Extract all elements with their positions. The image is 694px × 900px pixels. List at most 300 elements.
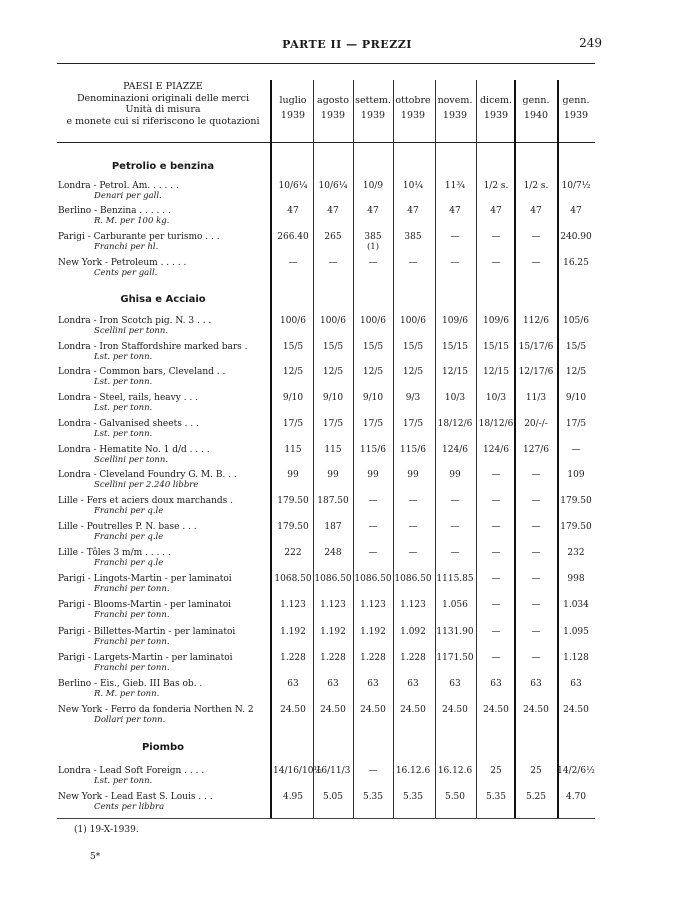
price-value: 1.123 <box>360 600 386 610</box>
price-cell <box>353 766 393 776</box>
price-cell <box>313 522 353 532</box>
stub-header <box>57 81 269 127</box>
price-value: 17/5 <box>322 419 344 429</box>
unit-of-measure: Dollari per tonn. <box>94 715 166 725</box>
price-cell <box>353 206 393 216</box>
price-cell <box>435 470 475 480</box>
price-value: 115/6 <box>360 445 386 455</box>
unit-of-measure: Cents per gall. <box>94 268 158 278</box>
commodity-name: New York - Lead East S. Louis . . . <box>58 792 213 802</box>
price-value: 47 <box>287 206 299 216</box>
price-value: 1086.50 <box>394 574 432 584</box>
price-cell <box>393 548 433 558</box>
column-month: dicem. <box>479 95 513 106</box>
price-value: 1.123 <box>320 600 346 610</box>
price-cell <box>516 470 556 480</box>
price-cell <box>313 367 353 377</box>
price-value: 10/6¼ <box>278 181 308 191</box>
column-header <box>393 93 433 123</box>
row-label <box>58 393 270 413</box>
price-value: 24.50 <box>320 705 346 715</box>
price-value: 24.50 <box>523 705 549 715</box>
price-value: 63 <box>407 679 419 689</box>
commodity-name: Londra - Galvanised sheets . . . <box>58 419 199 429</box>
price-cell <box>273 548 313 558</box>
price-value: 63 <box>570 679 582 689</box>
price-value: 17/5 <box>362 419 384 429</box>
price-cell <box>435 627 475 637</box>
price-cell <box>476 393 516 403</box>
column-month: agosto <box>317 95 349 106</box>
commodity-name: Londra - Cleveland Foundry G. M. B. . . <box>58 470 237 480</box>
price-value: — <box>450 496 460 506</box>
price-value: 240.90 <box>560 232 592 242</box>
price-cell <box>353 600 393 610</box>
price-cell <box>476 792 516 802</box>
commodity-name: Lille - Fers et aciers doux marchands . <box>58 496 233 506</box>
price-cell <box>476 445 516 455</box>
price-value: 24.50 <box>280 705 306 715</box>
price-cell <box>476 679 516 689</box>
price-value: — <box>368 258 378 268</box>
price-value: 15/5 <box>362 342 384 352</box>
price-cell <box>313 232 353 242</box>
price-cell <box>313 496 353 506</box>
price-cell <box>393 470 433 480</box>
price-cell <box>516 496 556 506</box>
row-label <box>58 419 270 439</box>
price-cell <box>476 258 516 268</box>
price-cell <box>353 232 393 252</box>
row-label <box>58 600 270 620</box>
row-label <box>58 206 270 226</box>
price-cell <box>353 705 393 715</box>
column-year: 1940 <box>523 110 549 121</box>
page-header <box>0 34 694 54</box>
price-cell <box>556 792 596 802</box>
price-value: 179.50 <box>560 496 592 506</box>
price-value: 12/5 <box>282 367 304 377</box>
price-value: 1.228 <box>280 653 306 663</box>
price-cell <box>313 574 353 584</box>
price-value: 16/11/3 <box>315 766 351 776</box>
price-value: — <box>531 574 541 584</box>
price-value: 63 <box>449 679 461 689</box>
table-row <box>0 393 694 419</box>
price-value: — <box>531 258 541 268</box>
price-cell <box>273 316 313 326</box>
commodity-name: Londra - Petrol. Am. . . . . . <box>58 181 179 191</box>
price-cell <box>476 548 516 558</box>
price-cell <box>435 679 475 689</box>
table-bottom-rule <box>57 818 595 819</box>
price-value: 10/6¼ <box>318 181 348 191</box>
price-cell <box>556 705 596 715</box>
price-cell <box>393 766 433 776</box>
unit-of-measure: Denari per gall. <box>94 191 162 201</box>
price-value: 100/6 <box>280 316 306 326</box>
price-value: 11¾ <box>444 181 466 191</box>
price-value: 179.50 <box>277 522 309 532</box>
price-cell <box>516 419 556 429</box>
price-value: 15/17/6 <box>518 342 554 352</box>
price-cell <box>476 316 516 326</box>
price-cell <box>353 181 393 191</box>
price-value: 10/9 <box>362 181 384 191</box>
unit-of-measure: R. M. per tonn. <box>94 689 160 699</box>
price-cell <box>393 792 433 802</box>
price-value: 1131.90 <box>436 627 474 637</box>
price-value: 14/2/6½ <box>557 766 595 776</box>
price-cell <box>393 627 433 637</box>
price-value: 179.50 <box>277 496 309 506</box>
column-header <box>435 93 475 123</box>
price-value: 127/6 <box>523 445 549 455</box>
price-cell <box>313 766 353 776</box>
price-cell <box>516 232 556 242</box>
price-cell <box>556 548 596 558</box>
price-cell <box>273 574 313 584</box>
price-cell <box>353 522 393 532</box>
footnote: (1) 19-X-1939. <box>74 825 139 835</box>
price-cell <box>393 393 433 403</box>
price-cell <box>393 522 433 532</box>
unit-of-measure: Scellini per tonn. <box>94 326 169 336</box>
unit-of-measure: Franchi per tonn. <box>94 663 170 673</box>
commodity-name: Londra - Iron Scotch pig. N. 3 . . . <box>58 316 212 326</box>
price-value: 24.50 <box>442 705 468 715</box>
price-value: 24.50 <box>483 705 509 715</box>
price-value: 1.095 <box>563 627 589 637</box>
stub-header-line: e monete cui si riferiscono le quotazioni <box>66 115 260 127</box>
price-value: — <box>328 258 338 268</box>
unit-of-measure: R. M. per 100 kg. <box>94 216 170 226</box>
price-cell <box>273 705 313 715</box>
price-value: 12/5 <box>565 367 587 377</box>
row-label <box>58 522 270 542</box>
price-value: 1086.50 <box>314 574 352 584</box>
price-value: 47 <box>327 206 339 216</box>
row-label <box>58 258 270 278</box>
price-value: — <box>450 232 460 242</box>
price-value: — <box>450 548 460 558</box>
price-cell <box>353 470 393 480</box>
section-title: Piombo <box>141 742 185 753</box>
price-cell <box>273 232 313 242</box>
stub-header-line: Denominazioni originali delle merci <box>76 92 250 104</box>
price-cell <box>393 653 433 663</box>
price-value: 1.228 <box>400 653 426 663</box>
column-year: 1939 <box>400 110 426 121</box>
price-cell <box>313 653 353 663</box>
column-year: 1939 <box>483 110 509 121</box>
price-cell <box>273 679 313 689</box>
column-month: ottobre <box>395 95 431 106</box>
price-value: 24.50 <box>360 705 386 715</box>
price-cell <box>273 627 313 637</box>
price-value: 47 <box>570 206 582 216</box>
price-value: 187 <box>324 522 342 532</box>
price-cell <box>516 792 556 802</box>
table-row <box>0 342 694 368</box>
price-value: 12/5 <box>402 367 424 377</box>
price-cell <box>273 496 313 506</box>
commodity-name: Parigi - Carburante per turismo . . . <box>58 232 220 242</box>
table-row <box>0 470 694 496</box>
price-value: 1/2 s. <box>483 181 509 191</box>
row-label <box>58 181 270 201</box>
price-cell <box>435 548 475 558</box>
price-value: 100/6 <box>360 316 386 326</box>
price-value: — <box>368 766 378 776</box>
price-cell <box>313 445 353 455</box>
price-value: — <box>368 548 378 558</box>
price-value: 5.35 <box>485 792 507 802</box>
price-cell <box>313 679 353 689</box>
price-value: 5.50 <box>444 792 466 802</box>
price-cell <box>556 522 596 532</box>
row-label <box>58 792 270 812</box>
price-cell <box>476 600 516 610</box>
price-value: 47 <box>530 206 542 216</box>
price-value: 115/6 <box>400 445 426 455</box>
price-cell <box>273 393 313 403</box>
price-cell <box>393 679 433 689</box>
price-cell <box>313 627 353 637</box>
price-value: 63 <box>367 679 379 689</box>
price-cell <box>556 653 596 663</box>
price-value: — <box>491 258 501 268</box>
price-value: 248 <box>324 548 342 558</box>
price-value: — <box>408 496 418 506</box>
price-cell <box>435 206 475 216</box>
price-value: — <box>491 600 501 610</box>
price-cell <box>273 522 313 532</box>
commodity-name: Lille - Tôles 3 m/m . . . . . <box>58 548 171 558</box>
price-value: 109 <box>567 470 585 480</box>
price-cell <box>273 445 313 455</box>
price-cell <box>435 419 475 429</box>
unit-of-measure: Lst. per tonn. <box>94 429 153 439</box>
price-cell <box>435 792 475 802</box>
price-value: — <box>288 258 298 268</box>
price-value: — <box>531 627 541 637</box>
price-cell <box>393 232 433 242</box>
table-row <box>0 316 694 342</box>
price-cell <box>353 627 393 637</box>
price-value: — <box>571 445 581 455</box>
table-row <box>0 522 694 548</box>
price-value: — <box>531 548 541 558</box>
price-value: 385 <box>364 232 382 242</box>
price-value: 1.228 <box>320 653 346 663</box>
price-value: 112/6 <box>523 316 549 326</box>
price-value: 25 <box>530 766 542 776</box>
price-cell <box>353 679 393 689</box>
price-value: 17/5 <box>282 419 304 429</box>
price-cell <box>476 522 516 532</box>
price-cell <box>556 600 596 610</box>
price-cell <box>273 766 323 776</box>
price-value: 25 <box>490 766 502 776</box>
price-cell <box>393 181 433 191</box>
price-cell <box>435 232 475 242</box>
price-cell <box>516 316 556 326</box>
price-cell <box>313 548 353 558</box>
price-cell <box>556 181 596 191</box>
price-value: — <box>491 470 501 480</box>
price-cell <box>476 627 516 637</box>
price-value: 15/5 <box>322 342 344 352</box>
price-cell <box>393 419 433 429</box>
unit-of-measure: Franchi per tonn. <box>94 610 170 620</box>
price-cell <box>393 600 433 610</box>
commodity-name: Parigi - Blooms-Martin - per laminatoi <box>58 600 232 610</box>
commodity-name: New York - Ferro da fonderia Northen N. 2 <box>58 705 254 715</box>
price-value: 12/15 <box>483 367 509 377</box>
price-value: — <box>491 627 501 637</box>
price-value: 99 <box>407 470 419 480</box>
price-value: — <box>531 232 541 242</box>
price-value: 63 <box>530 679 542 689</box>
price-value: 100/6 <box>400 316 426 326</box>
table-row <box>0 653 694 679</box>
price-value: 1.092 <box>400 627 426 637</box>
price-value: 47 <box>367 206 379 216</box>
unit-of-measure: Lst. per tonn. <box>94 403 153 413</box>
signature-mark: 5* <box>90 852 101 862</box>
price-value: 63 <box>287 679 299 689</box>
price-cell <box>476 653 516 663</box>
price-cell <box>313 705 353 715</box>
price-value: 9/10 <box>322 393 344 403</box>
price-cell <box>556 496 596 506</box>
price-value: — <box>531 522 541 532</box>
price-value: 1.128 <box>563 653 589 663</box>
price-value: 12/17/6 <box>518 367 554 377</box>
price-cell <box>435 522 475 532</box>
price-value: 179.50 <box>560 522 592 532</box>
price-cell <box>556 574 596 584</box>
commodity-name: Londra - Hematite No. 1 d/d . . . . <box>58 445 210 455</box>
unit-of-measure: Franchi per q.le <box>94 558 164 568</box>
price-value: — <box>531 470 541 480</box>
row-label <box>58 496 270 516</box>
price-value: 1.056 <box>442 600 468 610</box>
price-cell <box>516 258 556 268</box>
price-cell <box>393 316 433 326</box>
price-value: 15/15 <box>442 342 468 352</box>
price-value: 1.228 <box>360 653 386 663</box>
price-cell <box>313 181 353 191</box>
price-value: — <box>491 574 501 584</box>
price-value: 105/6 <box>563 316 589 326</box>
column-header <box>516 93 556 123</box>
price-value: 12/5 <box>322 367 344 377</box>
price-value: 99 <box>327 470 339 480</box>
row-label <box>58 548 270 568</box>
price-cell <box>556 470 596 480</box>
row-label <box>58 342 270 362</box>
price-cell <box>516 627 556 637</box>
row-label <box>58 679 270 699</box>
price-cell <box>313 316 353 326</box>
table-row <box>0 766 694 792</box>
column-header <box>353 93 393 123</box>
price-cell <box>476 206 516 216</box>
table-row <box>0 600 694 626</box>
price-value: 99 <box>449 470 461 480</box>
price-cell <box>353 653 393 663</box>
price-value: 15/15 <box>483 342 509 352</box>
price-value: 63 <box>490 679 502 689</box>
price-value: 14/16/10½ <box>273 766 323 776</box>
price-cell <box>435 445 475 455</box>
price-cell <box>476 496 516 506</box>
section-title: Petrolio e benzina <box>111 161 215 172</box>
price-cell <box>273 653 313 663</box>
price-cell <box>516 445 556 455</box>
price-value: 16.25 <box>563 258 589 268</box>
price-cell <box>476 342 516 352</box>
table-row <box>0 496 694 522</box>
stub-header-line: PAESI E PIAZZE <box>123 81 203 92</box>
price-cell <box>516 600 556 610</box>
table-row <box>0 206 694 232</box>
price-cell <box>353 445 393 455</box>
column-header <box>556 93 596 123</box>
price-value: 15/5 <box>565 342 587 352</box>
price-cell <box>516 766 556 776</box>
table-row <box>0 419 694 445</box>
price-cell <box>353 316 393 326</box>
table-row <box>0 679 694 705</box>
price-value: 187.50 <box>317 496 349 506</box>
price-value: — <box>491 653 501 663</box>
price-value: 99 <box>367 470 379 480</box>
unit-of-measure: Lst. per tonn. <box>94 377 153 387</box>
price-value: 5.35 <box>362 792 384 802</box>
price-cell <box>313 470 353 480</box>
price-value: 15/5 <box>402 342 424 352</box>
price-value: — <box>408 258 418 268</box>
section-title: Ghisa e Acciaio <box>120 294 206 305</box>
price-value: — <box>450 258 460 268</box>
price-cell <box>516 705 556 715</box>
table-row <box>0 181 694 207</box>
price-cell <box>353 393 393 403</box>
price-cell <box>393 258 433 268</box>
price-cell <box>353 367 393 377</box>
price-value: — <box>491 548 501 558</box>
price-value: 1.123 <box>400 600 426 610</box>
column-month: genn. <box>522 95 550 106</box>
column-month: settem. <box>355 95 391 106</box>
table-row <box>0 548 694 574</box>
price-value: 10/3 <box>485 393 507 403</box>
price-cell <box>435 574 475 584</box>
price-cell <box>516 679 556 689</box>
price-value: 1086.50 <box>354 574 392 584</box>
price-cell <box>353 574 393 584</box>
price-value: — <box>491 232 501 242</box>
price-value: 17/5 <box>402 419 424 429</box>
price-cell <box>516 393 556 403</box>
price-cell <box>476 705 516 715</box>
price-cell <box>435 705 475 715</box>
price-value: 16.12.6 <box>437 766 473 776</box>
price-value: 109/6 <box>483 316 509 326</box>
